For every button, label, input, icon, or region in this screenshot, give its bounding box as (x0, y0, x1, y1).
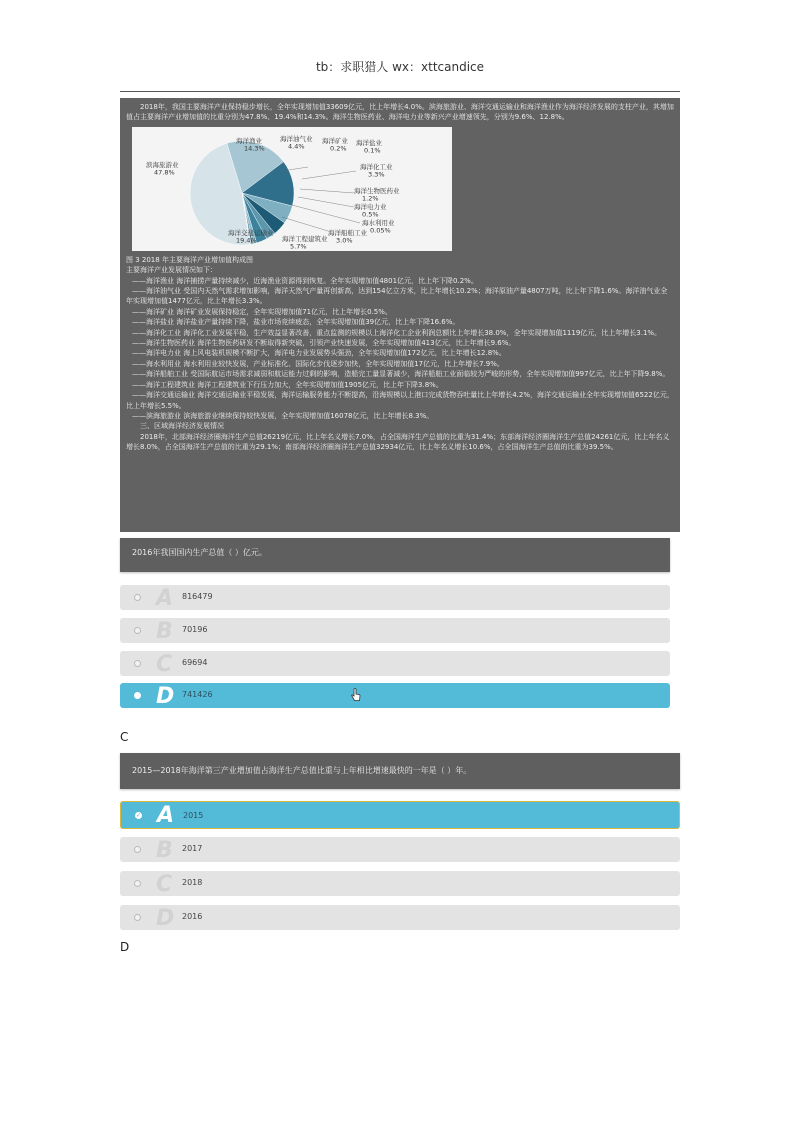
q2-option-c[interactable] (120, 871, 680, 896)
industry-item: ——海洋工程建筑业 海洋工程建筑业下行压力加大，全年实现增加值1905亿元，比上年下降3.8%。 (132, 380, 443, 389)
industry-list (126, 276, 674, 422)
option-text: 741426 (182, 690, 213, 699)
reading-passage (120, 98, 680, 532)
option-text: 2018 (182, 878, 203, 887)
radio-icon[interactable] (134, 627, 141, 634)
option-letter: A (156, 586, 174, 611)
pie-chart-svg (132, 127, 452, 251)
radio-icon[interactable] (134, 692, 141, 699)
radio-icon[interactable] (134, 846, 141, 853)
pie-label: 海洋渔业 14.3% (236, 136, 265, 153)
industry-item: ——滨海旅游业 滨海旅游业继续保持较快发展，全年实现增加值16078亿元，比上年增长8.3%。 (132, 411, 434, 420)
q1-answer: C (120, 730, 129, 744)
leader-line (292, 205, 360, 223)
radio-icon[interactable] (134, 880, 141, 887)
section-heading: 三、区域海洋经济发展情况 (140, 422, 224, 431)
option-letter: B (156, 838, 173, 863)
pie-chart (132, 127, 452, 251)
question-1-prompt: 2016年我国国内生产总值（ ）亿元。 (120, 538, 670, 572)
industry-item: ——海洋矿业 海洋矿业发展保持稳定，全年实现增加值71亿元，比上年增长0.5%。 (132, 307, 392, 316)
pie-label: 海水利用业 0.05% (362, 218, 395, 235)
q2-option-b[interactable] (120, 837, 680, 862)
pie-label: 海洋矿业 0.2% (322, 136, 348, 153)
option-text: 69694 (182, 658, 208, 667)
q1-option-c[interactable] (120, 651, 670, 676)
pie-label: 海洋电力业 0.5% (354, 202, 387, 219)
option-letter: C (156, 652, 173, 677)
header-divider (120, 91, 680, 92)
pie-label: 海洋船舶工业 3.0% (328, 228, 367, 245)
pie-label: 滨海旅游业 47.8% (146, 160, 179, 177)
q1-option-d[interactable] (120, 683, 670, 708)
option-letter: A (157, 803, 175, 828)
check-icon[interactable]: ✓ (136, 812, 142, 819)
industry-item: ——海洋交通运输业 海洋交通运输业平稳发展，海洋运输服务能力不断提高，沿海规模以上港口完成货物吞吐量比上年增长4.2%，海洋交通运输业全年实现增加值6522亿元，比上年增长5.5%。 (126, 391, 674, 410)
region-paragraph: 2018年，北部海洋经济圈海洋生产总值26219亿元，比上年名义增长7.0%，占全国海洋生产总值的比重为31.4%；东部海洋经济圈海洋生产总值24261亿元，比上年名义增长8.0%，占全国海洋生产总值的比重为29.1%；南部海洋经济圈海洋生产总值32934亿元，比上年名义增长10.6%，占全国海洋生产总值的比重为39.5%。 (126, 432, 670, 452)
chart-caption: 图 3 2018 年主要海洋产业增加值构成图 (126, 255, 253, 264)
option-letter: B (156, 619, 173, 644)
leader-line (302, 171, 356, 179)
option-letter: D (156, 906, 175, 931)
option-text: 2015 (183, 811, 204, 820)
question-2-prompt: 2015—2018年海洋第三产业增加值占海洋生产总值比重与上年相比增速最快的一年是（ ）年。 (120, 753, 680, 789)
option-text: 816479 (182, 592, 213, 601)
q2-answer: D (120, 940, 130, 954)
radio-icon[interactable] (134, 660, 141, 667)
option-letter: C (156, 872, 173, 897)
industry-item: ——海洋盐业 海洋盐业产量持续下降，盐业市场竞续疲态，全年实现增加值39亿元，比上年下降16.6%。 (132, 318, 460, 327)
hand-pointer-icon (351, 688, 361, 705)
radio-icon[interactable] (134, 914, 141, 921)
passage-heading: 主要海洋产业发展情况如下： (126, 266, 217, 275)
leader-line (300, 189, 354, 193)
pie-label: 海洋交通运输业 19.4% (228, 228, 274, 245)
industry-item: ——海洋化工业 海洋化工业发展平稳，生产效益显著改善，重点监测的规模以上海洋化工企业利润总额比上年增长38.0%，全年实现增加值1119亿元，比上年增长3.1%。 (132, 328, 662, 337)
industry-item: ——海洋船舶工业 受国际航运市场需求减弱和航运能力过剩的影响，造船完工量显著减少，海洋船舶工业面临较为严峻的形势，全年实现增加值997亿元，比上年下降9.8%。 (132, 370, 670, 379)
industry-item: ——海洋电力业 海上风电装机规模不断扩大，海洋电力业发展势头强劲，全年实现增加值172亿元，比上年增长12.8%。 (132, 349, 506, 358)
passage-intro: 2018年，我国主要海洋产业保持稳步增长，全年实现增加值33609亿元，比上年增长4.0%。滨海旅游业、海洋交通运输业和海洋渔业作为海洋经济发展的支柱产业，其增加值占主要海洋产业增加值的比重分别为47.8%、19.4%和14.3%。海洋生物医药业、海洋电力业等新兴产业增速领先，分别为9.6%、12.8%。 (126, 103, 674, 122)
pie-label: 海洋盐业 0.1% (356, 138, 382, 155)
q2-option-a[interactable] (120, 801, 680, 829)
option-text: 2016 (182, 912, 203, 921)
leader-line (282, 217, 328, 231)
leader-line (298, 197, 354, 207)
radio-icon[interactable] (134, 594, 141, 601)
industry-item: ——海水利用业 海水利用业较快发展，产业标准化、国际化步伐逐步加快，全年实现增加值17亿元，比上年增长7.9%。 (132, 359, 504, 368)
q1-option-b[interactable] (120, 618, 670, 643)
q1-option-a[interactable] (120, 585, 670, 610)
industry-item: ——海洋渔业 海洋捕捞产量持续减少，近海渔业资源得到恢复。全年实现增加值4801亿元，比上年下降0.2%。 (132, 276, 478, 285)
page-header: tb：求职猎人 wx：xttcandice (315, 60, 485, 74)
industry-item: ——海洋生物医药业 海洋生物医药研发不断取得新突破，引领产业快速发展，全年实现增加值413亿元，比上年增长9.6%。 (132, 339, 516, 348)
pie-label: 海洋生物医药业 1.2% (354, 186, 400, 203)
option-text: 70196 (182, 625, 208, 634)
pie-label: 海洋工程建筑业 5.7% (282, 234, 328, 251)
pie-label: 海洋油气业 4.4% (280, 134, 313, 151)
option-letter: D (156, 684, 175, 709)
q2-option-d[interactable] (120, 905, 680, 930)
pie-label: 海洋化工业 3.3% (360, 162, 393, 179)
industry-item: ——海洋油气业 受国内天然气需求增加影响，海洋天然气产量再创新高，达到154亿立方米，比上年增长10.2%；海洋原油产量4807万吨，比上年下降1.6%。海洋油气业全年实现增加值1477亿元，比上年增长3.3%。 (126, 287, 668, 306)
option-text: 2017 (182, 844, 203, 853)
